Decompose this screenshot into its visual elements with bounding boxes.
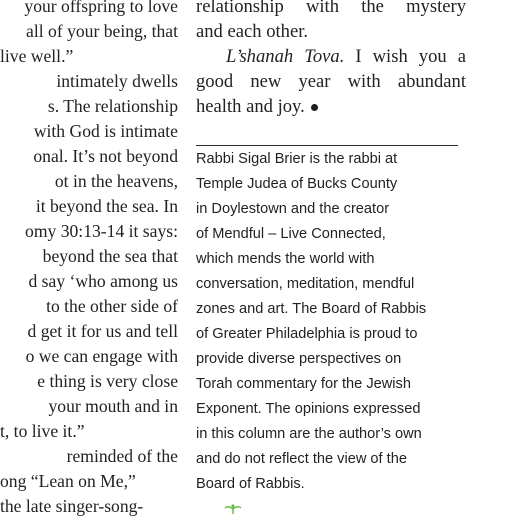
end-of-article-bullet-icon <box>311 104 318 111</box>
article-line: and each other. <box>196 21 309 42</box>
article-line: intimately dwells <box>56 71 178 91</box>
article-line: o we can engage with <box>25 346 178 366</box>
bio-line: of Greater Philadelphia is proud to <box>196 326 418 342</box>
leaf-sprig-icon <box>222 504 244 514</box>
article-line: reminded of the <box>66 446 178 466</box>
article-line: your offspring to love <box>24 0 178 16</box>
article-line: your mouth and in <box>48 396 178 416</box>
article-last-line <box>196 94 466 119</box>
bio-line: of Mendful – Live Connected, <box>196 226 386 242</box>
article-line: e thing is very close <box>37 371 178 391</box>
article-line: all of your being, that <box>26 21 178 41</box>
article-line: good new year with abundant <box>196 71 466 92</box>
bio-divider <box>196 145 458 146</box>
bio-line: Temple Judea of Bucks County <box>196 176 398 192</box>
article-line: s. The relationship <box>47 96 178 116</box>
bio-line: Exponent. The opinions expressed <box>196 401 421 417</box>
left-article-column <box>0 0 178 524</box>
bio-line: conversation, meditation, mendful <box>196 276 415 292</box>
article-line: live well.” <box>0 46 74 66</box>
article-line: omy 30:13-14 it says: <box>25 221 178 241</box>
article-line: d say ‘who among us <box>28 271 178 291</box>
bio-line: zones and art. The Board of Rabbis <box>196 301 427 317</box>
article-line: ong “Lean on Me,” <box>0 471 136 491</box>
right-article-column <box>196 0 466 119</box>
bio-line: Rabbi Sigal Brier is the rabbi at <box>196 151 398 167</box>
author-bio <box>196 147 466 497</box>
closing-greeting-line <box>196 44 466 69</box>
greeting-text: I wish you a <box>344 46 466 67</box>
bio-line: provide diverse perspectives on <box>196 351 402 367</box>
article-line: with God is intimate <box>33 121 178 141</box>
article-line: to the other side of <box>46 296 178 316</box>
article-line: relationship with the mystery <box>196 0 466 17</box>
article-line: the late singer-song- <box>0 496 144 516</box>
bio-line: Torah commentary for the Jewish <box>196 376 411 392</box>
bio-line: which mends the world with <box>196 251 375 267</box>
greeting-italic: L’shanah Tova. <box>226 46 345 67</box>
bio-line: in Doylestown and the creator <box>196 201 390 217</box>
article-line-text: health and joy. <box>196 96 305 117</box>
article-line: beyond the sea that <box>42 246 178 266</box>
article-line: d get it for us and tell <box>27 321 178 341</box>
bio-line: in this column are the author’s own <box>196 426 422 442</box>
bio-line: Board of Rabbis. <box>196 476 305 492</box>
bio-line: and do not reflect the view of the <box>196 451 407 467</box>
article-line: onal. It’s not beyond <box>33 146 178 166</box>
article-line: it beyond the sea. In <box>35 196 178 216</box>
article-line: ot in the heavens, <box>54 171 178 191</box>
article-line: t, to live it.” <box>0 421 85 441</box>
